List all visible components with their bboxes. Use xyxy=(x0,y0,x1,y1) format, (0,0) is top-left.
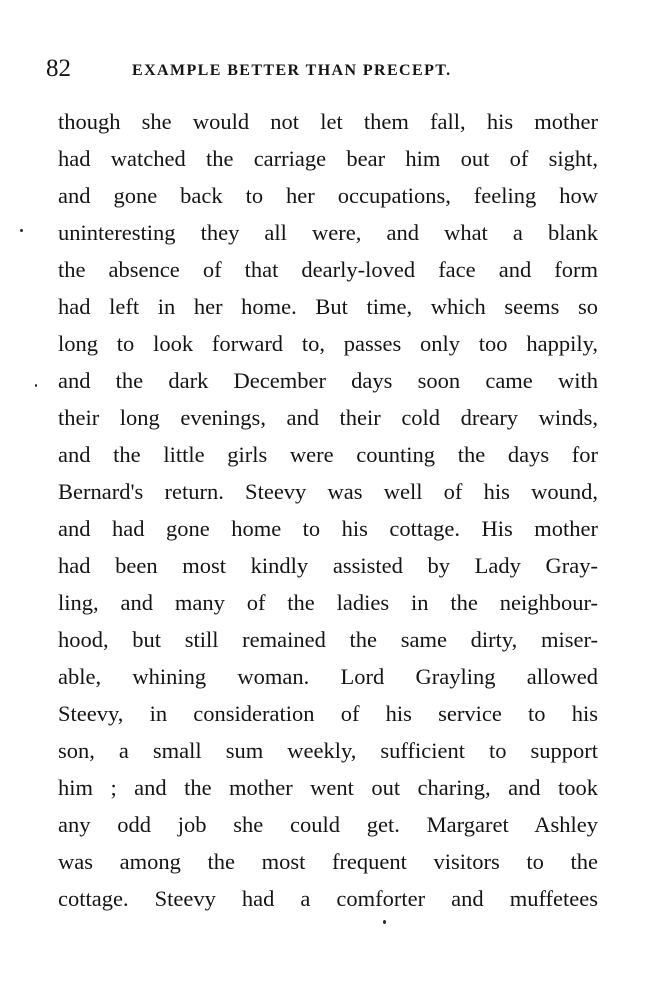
text-line: ling, and many of the ladies in the neighbour- xyxy=(58,590,598,615)
text-line: and the dark December days soon came with xyxy=(58,368,598,393)
text-line: Bernard's return. Steevy was well of his wound, xyxy=(58,479,598,504)
text-line: had been most kindly assisted by Lady Gray- xyxy=(58,553,598,578)
text-line: hood, but still remained the same dirty, miser- xyxy=(58,627,598,652)
text-line: had watched the carriage bear him out of sight, xyxy=(58,146,598,171)
text-line: any odd job she could get. Margaret Ashley xyxy=(58,812,598,837)
page-header xyxy=(46,52,516,86)
text-line: the absence of that dearly-loved face and form xyxy=(58,257,598,282)
text-line: their long evenings, and their cold dreary winds, xyxy=(58,405,598,430)
text-line: Steevy, in consideration of his service to his xyxy=(58,701,598,726)
text-line: was among the most frequent visitors to the xyxy=(58,849,598,874)
text-line: cottage. Steevy had a comforter and muffetees xyxy=(58,886,598,911)
print-speck xyxy=(383,920,386,924)
running-title: EXAMPLE BETTER THAN PRECEPT. xyxy=(132,62,452,79)
print-speck xyxy=(20,229,23,232)
text-line: and had gone home to his cottage. His mother xyxy=(58,516,598,541)
print-speck xyxy=(35,384,37,387)
body-text xyxy=(58,103,598,917)
text-line: and gone back to her occupations, feeling how xyxy=(58,183,598,208)
text-line: though she would not let them fall, his mother xyxy=(58,109,598,134)
text-line: uninteresting they all were, and what a blank xyxy=(58,220,598,245)
page-number: 82 xyxy=(46,55,71,82)
text-line: him ; and the mother went out charing, and took xyxy=(58,775,598,800)
text-line: had left in her home. But time, which seems so xyxy=(58,294,598,319)
text-line: able, whining woman. Lord Grayling allowed xyxy=(58,664,598,689)
text-line: son, a small sum weekly, sufficient to support xyxy=(58,738,598,763)
text-line: long to look forward to, passes only too happily, xyxy=(58,331,598,356)
text-line: and the little girls were counting the days for xyxy=(58,442,598,467)
